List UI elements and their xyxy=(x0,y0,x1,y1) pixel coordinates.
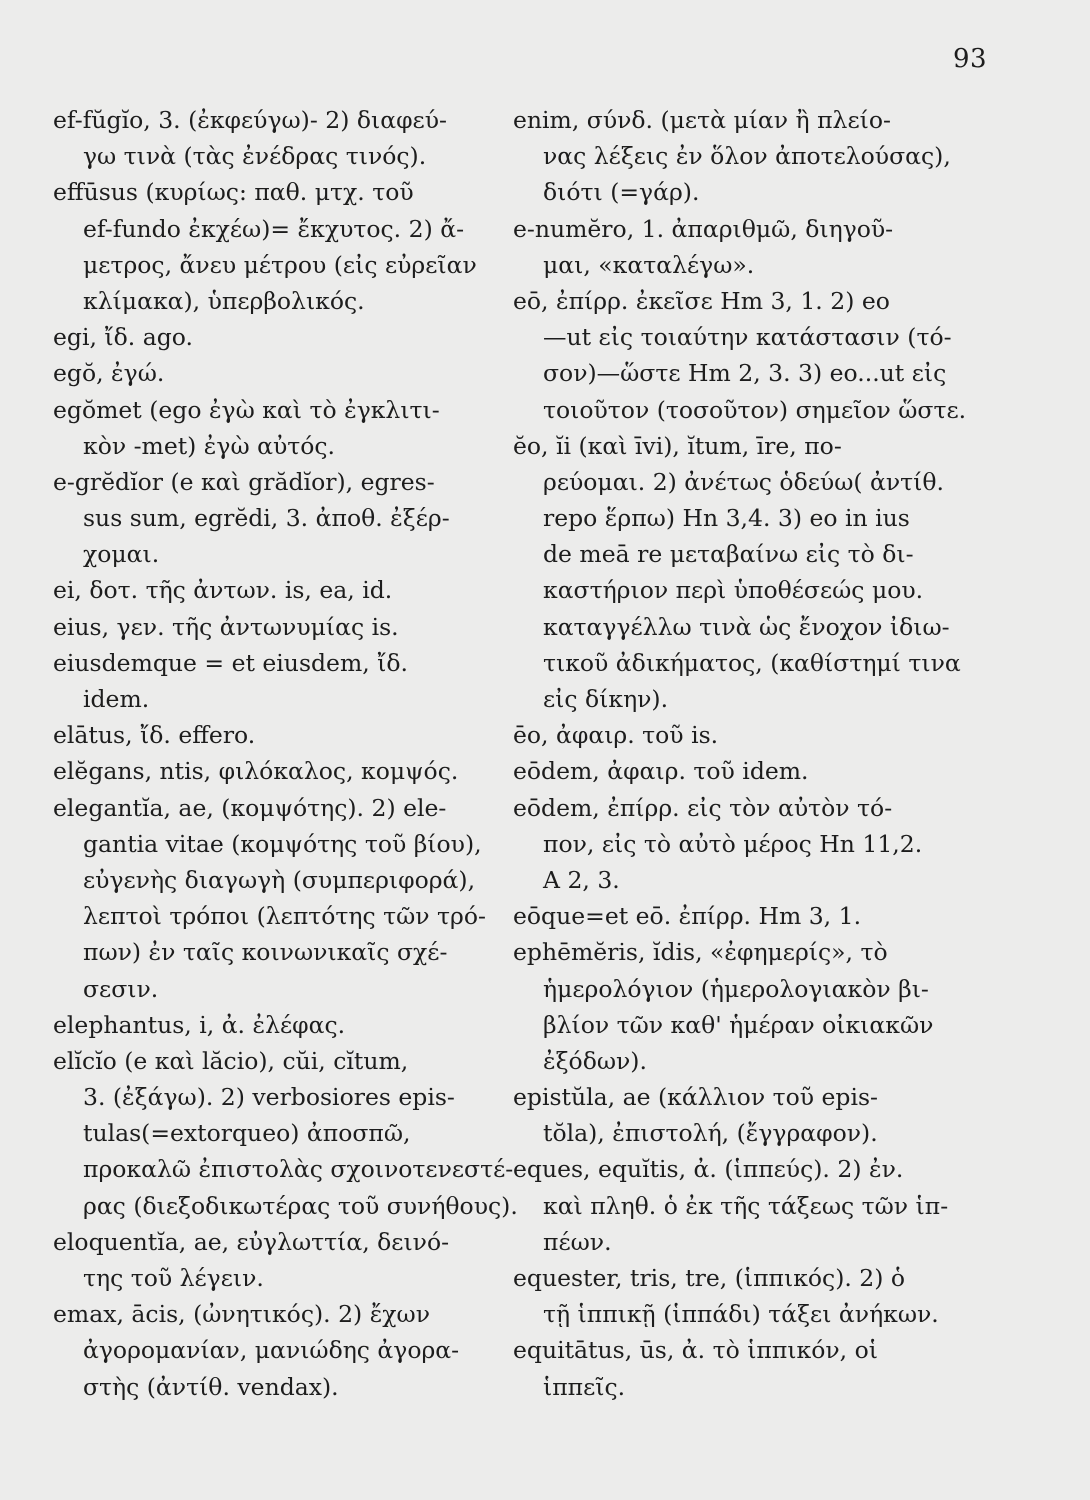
entry-line: της τοῦ λέγειν. xyxy=(83,1264,264,1292)
entry-line: κὸν -met) ἐγὼ αὐτός. xyxy=(83,431,336,460)
entry-line: διότι (=γάρ). xyxy=(543,178,700,207)
entry-line: idem. xyxy=(83,685,150,713)
entry-line: χομαι. xyxy=(83,540,160,569)
entry-line: καστήριον περὶ ὑποθέσεώς μου. xyxy=(543,576,924,605)
entry-line: egi, ἴδ. ago. xyxy=(53,323,193,352)
entry-line: eques, equĭtis, ἀ. (ἱππεύς). 2) ἐν. xyxy=(513,1155,904,1184)
entry-line: τικοῦ ἀδικήματος, (καθίστημί τινα xyxy=(543,648,961,677)
entry-line: emax, ācis, (ὠνητικός). 2) ἔχων xyxy=(53,1300,430,1329)
entry-line: λεπτοὶ τρόποι (λεπτότης τῶν τρό- xyxy=(83,902,486,931)
entry-line: ἡμερολόγιον (ἡμερολογιακὸν βι- xyxy=(543,974,929,1003)
entry-line: ἀγορομανίαν, μανιώδης ἀγορα- xyxy=(83,1336,460,1365)
entry-line: πον, εἰς τὸ αὐτὸ μέρος Hn 11,2. xyxy=(543,829,923,858)
entry-line: elephantus, i, ἀ. ἐλέφας. xyxy=(53,1010,346,1039)
entry-line: sus sum, egrĕdi, 3. ἀποθ. ἐξέρ- xyxy=(83,504,450,533)
left-column xyxy=(53,102,518,1405)
entry-line: ἐξόδων). xyxy=(543,1046,647,1075)
entry-line: eō, ἐπίρρ. ἐκεῖσε Hm 3, 1. 2) eo xyxy=(513,286,890,315)
entry-line: equitātus, ūs, ἀ. τὸ ἱππικόν, οἱ xyxy=(513,1336,878,1365)
entry-line: 3. (ἐξάγω). 2) verbosiores epis- xyxy=(83,1083,455,1112)
entry-line: μετρος, ἄνευ μέτρου (εἰς εὐρεῖαν xyxy=(83,250,477,279)
page-number: 93 xyxy=(953,44,988,74)
entry-line: εἰς δίκην). xyxy=(543,685,669,713)
entry-line: κλίμακα), ὑπερβολικός. xyxy=(83,286,365,315)
entry-line: elātus, ἴδ. effero. xyxy=(53,721,256,750)
entry-line: elegantĭa, ae, (κομψότης). 2) ele- xyxy=(53,793,447,822)
entry-line: equester, tris, tre, (ἱππικός). 2) ὁ xyxy=(513,1264,906,1292)
entry-line: tulas(=extorqueo) ἀποσπῶ, xyxy=(83,1119,411,1148)
entry-line: καὶ πληθ. ὁ ἐκ τῆς τάξεως τῶν ἱπ- xyxy=(543,1191,949,1220)
entry-line: egŏ, ἐγώ. xyxy=(53,359,165,388)
entry-line: elĭcĭo (e καὶ lăcio), cŭi, cĭtum, xyxy=(53,1046,409,1075)
entry-line: πων) ἐν ταῖς κοινωνικαῖς σχέ- xyxy=(83,938,448,967)
entry-line: ĕo, ĭi (καὶ īvi), ĭtum, īre, πο- xyxy=(513,431,842,460)
entry-line: effūsus (κυρίως: παθ. μτχ. τοῦ xyxy=(53,178,414,207)
entry-line: στὴς (ἀντίθ. vendax). xyxy=(83,1372,339,1401)
entry-line: eōdem, ἀφαιρ. τοῦ idem. xyxy=(513,757,809,786)
entry-line: repo ἕρπω) Hn 3,4. 3) eo in ius xyxy=(543,504,910,533)
entry-line: enim, σύνδ. (μετὰ μίαν ἢ πλείο- xyxy=(513,106,891,134)
entry-line: tŏla), ἐπιστολή, (ἔγγραφον). xyxy=(543,1119,878,1148)
entry-line: ephēmĕris, ĭdis, «ἐφημερίς», τὸ xyxy=(513,938,888,967)
entry-line: ef-fundo ἐκχέω)= ἔκχυτος. 2) ἄ- xyxy=(83,214,465,243)
entry-line: εὐγενὴς διαγωγὴ (συμπεριφορά), xyxy=(83,865,476,894)
entry-line: ἱππεῖς. xyxy=(543,1372,626,1401)
entry-line: eius, γεν. τῆς ἀντωνυμίας is. xyxy=(53,612,399,641)
entry-line: καταγγέλλω τινὰ ὡς ἔνοχον ἰδιω- xyxy=(543,612,950,641)
entry-line: νας λέξεις ἐν ὅλον ἀποτελούσας), xyxy=(543,142,951,171)
entry-line: τῇ ἱππικῇ (ἱππάδι) τάξει ἀνήκων. xyxy=(543,1300,939,1329)
entry-line: —ut εἰς τοιαύτην κατάστασιν (τό- xyxy=(543,323,952,352)
entry-line: τοιοῦτον (τοσοῦτον) σημεῖον ὥστε. xyxy=(543,395,967,424)
entry-line: ρεύομαι. 2) ἀνέτως ὁδεύω( ἀντίθ. xyxy=(543,467,944,496)
entry-line: eloquentĭa, ae, εὐγλωττία, δεινό- xyxy=(53,1227,450,1256)
entry-line: βλίον τῶν καθ' ἡμέραν οἰκιακῶν xyxy=(543,1010,934,1039)
entry-line: γω τινὰ (τὰς ἐνέδρας τινός). xyxy=(83,142,427,171)
entry-line: ei, δοτ. τῆς ἀντων. is, ea, id. xyxy=(53,576,393,605)
entry-line: eōdem, ἐπίρρ. εἰς τὸν αὐτὸν τό- xyxy=(513,793,893,822)
entry-line: egŏmet (ego ἐγὼ καὶ τὸ ἐγκλιτι- xyxy=(53,395,440,424)
entry-line: epistŭla, ae (κάλλιον τοῦ epis- xyxy=(513,1083,878,1112)
entry-line: προκαλῶ ἐπιστολὰς σχοινοτενεστέ- xyxy=(83,1155,514,1184)
entry-line: e-grĕdĭor (e καὶ grădĭor), egres- xyxy=(53,467,435,496)
entry-line: ef-fŭgĭo, 3. (ἐκφεύγω)- 2) διαφεύ- xyxy=(53,106,447,134)
entry-line: σεσιν. xyxy=(83,974,159,1003)
entry-line: eiusdemque = et eiusdem, ἴδ. xyxy=(53,648,409,677)
entry-line: elĕgans, ntis, φιλόκαλος, κομψός. xyxy=(53,757,459,786)
right-column xyxy=(513,102,967,1405)
entry-line: A 2, 3. xyxy=(543,865,620,894)
entry-line: ρας (διεξοδικωτέρας τοῦ συνήθους). xyxy=(83,1191,518,1220)
entry-line: e-numĕro, 1. ἀπαριθμῶ, διηγοῦ- xyxy=(513,214,894,243)
entry-line: de meā re μεταβαίνω εἰς τὸ δι- xyxy=(543,540,914,569)
entry-line: σον)—ὥστε Hm 2, 3. 3) eo...ut εἰς xyxy=(543,359,947,388)
entry-line: gantia vitae (κομψότης τοῦ βίου), xyxy=(83,829,482,858)
entry-line: πέων. xyxy=(543,1227,612,1256)
entry-line: eōque=et eō. ἐπίρρ. Hm 3, 1. xyxy=(513,902,862,931)
entry-line: ēo, ἀφαιρ. τοῦ is. xyxy=(513,721,719,750)
entry-line: μαι, «καταλέγω». xyxy=(543,250,755,279)
